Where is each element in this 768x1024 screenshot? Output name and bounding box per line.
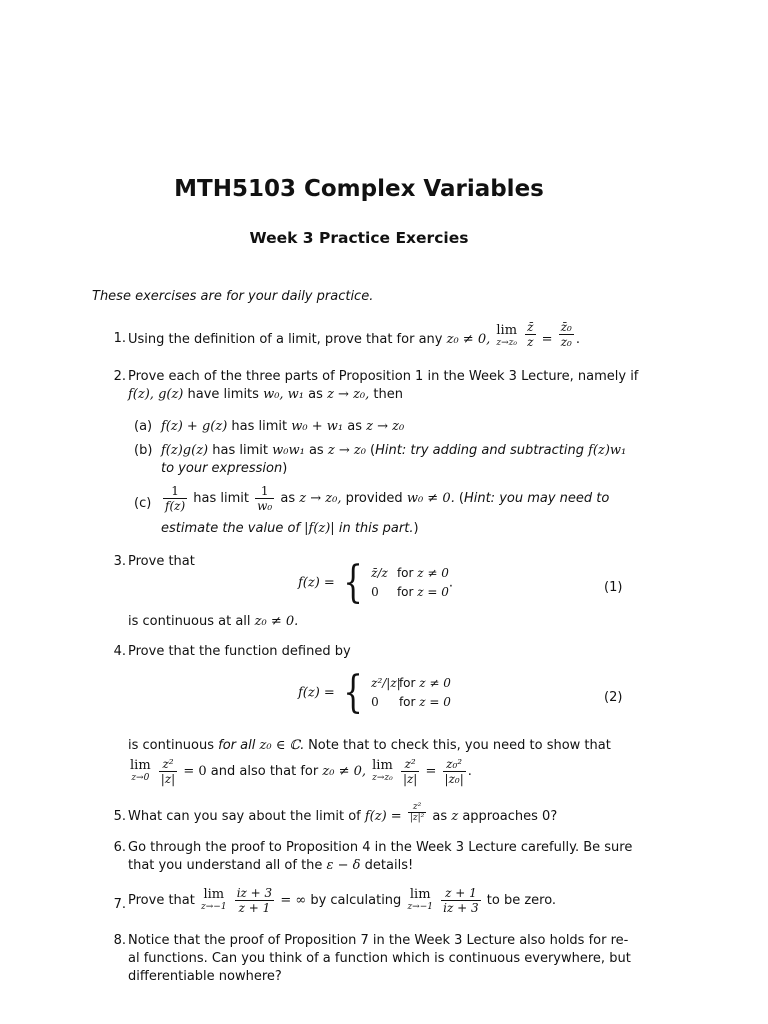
math-expr: f(z) =	[364, 809, 402, 824]
math-expr: w₀w₁	[272, 443, 305, 458]
math-expr: f(z)w₁	[588, 443, 627, 458]
math-expr: f(z), g(z)	[128, 387, 184, 402]
page-title: MTH5103 Complex Variables	[174, 176, 544, 202]
math-expr: z → z₀	[366, 419, 405, 434]
exercise-number: 5.	[113, 809, 126, 824]
limit-operator: lim z→z₀	[372, 757, 393, 783]
fraction-lhs: $\frac{z̄}{z}$	[527, 320, 534, 349]
limit-operator: lim z→z₀	[496, 322, 518, 348]
exercise-number: 2.	[113, 369, 126, 384]
exercise-7	[108, 886, 628, 926]
exercise-number: 4.	[113, 644, 126, 659]
fraction-1-over-w: $\frac{1}{\text{w₀}}$	[257, 484, 273, 513]
sub-label: (a)	[134, 419, 153, 434]
exercise-text: have limits	[187, 387, 259, 402]
piecewise-cases: z²/|z| for z ≠ 0 0 for z = 0	[371, 676, 451, 709]
equation-number: (2)	[604, 690, 623, 705]
hint-text: in this part.	[338, 521, 414, 536]
math-expr: w₀, w₁	[263, 387, 305, 402]
hint-text: to your expression	[161, 461, 283, 476]
fraction: $\frac{iz + 3}{z + 1}$	[236, 886, 273, 915]
exercise-2: 2. Prove each of the three parts of Proposition 1 in the Week 3 Lecture, namely if f(z), g(z) have limits w₀, w₁ as z → z₀, then (a) f(z) + g(z) has limit w₀ + w₁ as z → z₀ (b) f(z)g(z) has limit w₀w₁ as z → z₀ (Hint: try adding and subtracting f(z)w₁ to your expression) (c) $\frac{1}{f(z)}$ has limit $\frac{1}{\text{w₀}}$ as z → z₀, provided w₀ ≠ 0. (Hint: you may need to estimate the value of |f(z)| in this part.)	[108, 368, 628, 538]
math-expr: = 0	[183, 764, 207, 779]
equation-2	[298, 667, 451, 718]
exercise-number: 1.	[113, 331, 126, 346]
sub-label: (c)	[134, 496, 152, 511]
exercise-text: as	[347, 419, 363, 434]
equation-number: (1)	[604, 580, 623, 595]
exercise-text: as	[432, 809, 448, 824]
math-expr: = ∞	[280, 893, 307, 908]
exercise-text: Note that to check this, you need to show that	[308, 738, 611, 753]
exercise-text: Go through the proof to Proposition 4 in the Week 3 Lecture carefully. Be sure	[128, 840, 633, 855]
exercise-1: 1. Using the definition of a limit, prove that for any z₀ ≠ 0, lim z→z₀ $\frac{z̄}{z}$ = $\frac{\text{z̄₀}}{\text{z₀}}$ .	[108, 322, 628, 362]
left-brace: {	[343, 557, 363, 608]
hint-text: estimate the value of	[161, 521, 300, 536]
emphasis-text: for all	[218, 738, 256, 753]
math-expr: |f(z)|	[304, 521, 335, 536]
page-subtitle: Week 3 Practice Exercies	[249, 229, 469, 247]
math-condition: z₀ ≠ 0,	[446, 332, 491, 347]
exercise-text: is continuous	[128, 738, 215, 753]
exercise-text: has limit	[212, 443, 268, 458]
exercise-text: Prove that	[128, 893, 195, 908]
math-expr: f(z) =	[298, 685, 335, 701]
exercise-text: as	[308, 387, 323, 402]
exercise-4: 4. Prove that the function defined by f(z) = { z²/|z| for z ≠ 0 0 for z = 0 (2) is continuous for all z₀ ∈ ℂ. Note that to check this, you need to show that lim z→0 $\frac{\text{z²}}{|z|}$ = 0 and also that for z₀ ≠ 0, lim z→z₀ $\frac{\text{z²}}{|z|}$ = $\frac{\text{z₀²}}{\text{|z₀|}}$ .	[108, 643, 628, 793]
math-expr: f(z) =	[298, 575, 335, 591]
exercise-text: by calculating	[310, 893, 402, 908]
math-expr: f(z)g(z)	[161, 443, 209, 458]
exercise-text: that you understand all of the	[128, 858, 323, 873]
exercise-8	[108, 932, 631, 992]
fraction-rhs: $\frac{\text{z̄₀}}{\text{z₀}}$	[560, 320, 572, 349]
exercise-6	[108, 839, 633, 879]
exercise-text: is continuous at all	[128, 614, 251, 629]
exercise-text: details!	[364, 858, 414, 873]
limit-operator: lim z→−1	[407, 886, 433, 912]
exercise-text: Using the definition of a limit, prove that for any	[128, 332, 443, 347]
exercise-text: as	[280, 491, 296, 506]
exercise-3	[108, 553, 628, 633]
exercise-text: has limit	[193, 491, 249, 506]
fraction: $\frac{\text{z₀²}}{\text{|z₀|}}$	[444, 757, 464, 786]
exercise-text: What can you say about the limit of	[128, 809, 361, 824]
math-expr: z → z₀,	[327, 387, 370, 402]
exercise-text: provided	[345, 491, 403, 506]
exercise-text: differentiable nowhere?	[128, 969, 282, 984]
piecewise-cases: z̄/z for z ≠ 0 0 for z = 0	[371, 566, 449, 599]
exercise-text: and also that for	[210, 764, 319, 779]
limit-operator: lim z→0	[130, 757, 151, 783]
exercise-number: 6.	[113, 840, 126, 855]
math-expr: ε − δ	[326, 858, 361, 873]
exercise-text: Prove each of the three parts of Proposition 1 in the Week 3 Lecture, namely if	[128, 369, 639, 384]
exercise-text: has limit	[231, 419, 288, 434]
math-expr: z → z₀,	[299, 491, 342, 506]
exercise-number: 8.	[113, 933, 126, 948]
math-expr: z → z₀	[327, 443, 366, 458]
exercise-text: al functions. Can you think of a function which is continuous everywhere, but	[128, 951, 631, 966]
math-expr: z₀ ≠ 0.	[254, 614, 299, 629]
fraction-1-over-f: $\frac{1}{f(z)}$	[165, 484, 186, 513]
hint-text: Hint: you may need to	[463, 491, 610, 506]
exercise-text: Prove that the function defined by	[128, 644, 351, 659]
math-expr: z₀ ≠ 0,	[322, 764, 366, 779]
exercise-text: to be zero.	[486, 893, 557, 908]
limit-operator: lim z→−1	[201, 886, 227, 912]
exercise-text: Notice that the proof of Proposition 7 in the Week 3 Lecture also holds for re-	[128, 933, 629, 948]
exercise-number: 7.	[113, 897, 126, 912]
exercise-number: 3.	[113, 554, 126, 569]
hint-text: Hint: try adding and subtracting	[375, 443, 584, 458]
math-expr: w₀ + w₁	[291, 419, 344, 434]
fraction: $\frac{\text{z²}}{|z|}$	[160, 757, 176, 786]
exercise-5	[108, 802, 628, 832]
math-expr: f(z) + g(z)	[161, 419, 228, 434]
fraction: $\frac{z + 1}{iz + 3}$	[443, 886, 479, 915]
equation-1: f(z) = { z̄/z for z ≠ 0 0 for z = 0.	[298, 557, 454, 608]
fraction: $\frac{\text{z²}}{\text{|z|²}}$	[409, 802, 425, 823]
math-expr: z₀ ∈ ℂ.	[259, 738, 304, 753]
exercise-text: as	[308, 443, 324, 458]
left-brace: {	[343, 667, 363, 718]
intro-text: These exercises are for your daily practice.	[92, 289, 374, 304]
fraction: $\frac{\text{z²}}{|z|}$	[402, 757, 418, 786]
sub-label: (b)	[134, 443, 153, 458]
exercise-text: approaches 0?	[462, 809, 558, 824]
exercise-text: Prove that	[128, 554, 195, 569]
exercise-text: then	[373, 387, 403, 402]
math-expr: w₀ ≠ 0.	[406, 491, 455, 506]
math-expr: z	[451, 809, 459, 824]
